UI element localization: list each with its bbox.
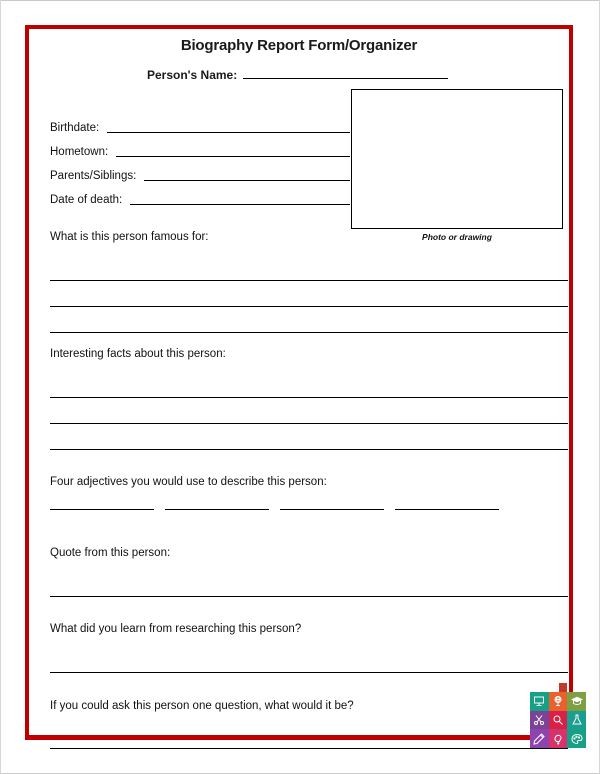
- answer-line[interactable]: [50, 724, 568, 749]
- adjective-blank[interactable]: [280, 500, 384, 510]
- adjective-blank[interactable]: [395, 500, 499, 510]
- answer-line[interactable]: [50, 307, 568, 333]
- info-blank-birthdate[interactable]: [107, 132, 350, 133]
- section-what-learned: [50, 623, 568, 673]
- info-row-date-of-death[interactable]: [50, 183, 350, 207]
- info-row-birthdate[interactable]: [50, 111, 350, 135]
- answer-line[interactable]: [50, 281, 568, 307]
- icon-grid: [530, 692, 586, 748]
- info-blank-parents-siblings[interactable]: [144, 180, 350, 181]
- persons-name-label: Person's Name:: [147, 68, 238, 82]
- answer-line[interactable]: [50, 372, 568, 398]
- answer-line[interactable]: [50, 647, 568, 673]
- flask-icon[interactable]: [567, 711, 586, 730]
- photo-caption: Photo or drawing: [422, 232, 492, 242]
- prompt-famous-for: What is this person famous for:: [50, 231, 209, 243]
- form-content: [29, 29, 569, 735]
- info-label-parents-siblings: Parents/Siblings:: [50, 170, 137, 182]
- info-blank-date-of-death[interactable]: [130, 204, 350, 205]
- page-title: Biography Report Form/Organizer: [180, 37, 418, 54]
- magnifier-icon[interactable]: [549, 711, 568, 730]
- prompt-one-question: If you could ask this person one question, what would it be?: [50, 700, 354, 712]
- answer-line[interactable]: [50, 571, 568, 597]
- globe-icon[interactable]: [549, 692, 568, 711]
- page-left-divider: [0, 0, 1, 774]
- persons-name-field[interactable]: [147, 67, 448, 82]
- info-row-hometown[interactable]: [50, 135, 350, 159]
- answer-line[interactable]: [50, 398, 568, 424]
- adjective-blank[interactable]: [50, 500, 154, 510]
- info-label-date-of-death: Date of death:: [50, 194, 123, 206]
- prompt-four-adjectives: Four adjectives you would use to describe this person:: [50, 476, 327, 488]
- education-icons-widget[interactable]: [530, 692, 586, 748]
- photo-placeholder-box[interactable]: [351, 89, 563, 229]
- section-quote: [50, 547, 568, 597]
- adjective-blank[interactable]: [165, 500, 269, 510]
- graduation-cap-icon[interactable]: [567, 692, 586, 711]
- page-top-divider: [0, 0, 600, 1]
- answer-line[interactable]: [50, 424, 568, 450]
- scissors-icon[interactable]: [530, 711, 549, 730]
- info-label-hometown: Hometown:: [50, 146, 109, 158]
- section-four-adjectives: [50, 476, 568, 510]
- prompt-interesting-facts: Interesting facts about this person:: [50, 348, 226, 360]
- adjective-blanks-row: [50, 500, 568, 510]
- info-row-parents-siblings[interactable]: [50, 159, 350, 183]
- info-blank-hometown[interactable]: [116, 156, 350, 157]
- section-interesting-facts: [50, 348, 568, 450]
- palette-icon[interactable]: [567, 729, 586, 748]
- info-fields-group: [50, 111, 350, 207]
- prompt-quote: Quote from this person:: [50, 547, 171, 559]
- whiteboard-icon[interactable]: [530, 692, 549, 711]
- prompt-what-learned: What did you learn from researching this person?: [50, 623, 302, 635]
- section-famous-for: [50, 231, 568, 333]
- answer-line[interactable]: [50, 255, 568, 281]
- lightbulb-icon[interactable]: [549, 729, 568, 748]
- pencil-icon[interactable]: [530, 729, 549, 748]
- section-one-question: [50, 700, 568, 749]
- persons-name-blank[interactable]: [243, 67, 448, 79]
- info-label-birthdate: Birthdate:: [50, 122, 100, 134]
